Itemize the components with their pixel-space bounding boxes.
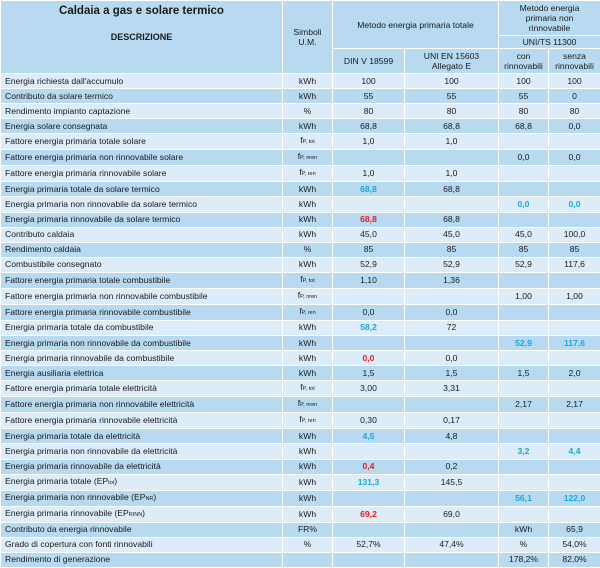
cell-uni: 85 [405,242,499,257]
cell-con: 1,00 [499,288,549,304]
cell-uni: 0,0 [405,351,499,366]
cell-uni: 69,0 [405,506,499,522]
cell-senza [549,429,600,444]
cell-senza: 0,0 [549,150,600,166]
cell-din: 0,30 [333,413,405,429]
cell-uni: 0,2 [405,459,499,474]
cell-senza [549,381,600,397]
row-label: Fattore energia primaria non rinnovabile elettricità [1,397,283,413]
cell-senza: 100,0 [549,227,600,242]
cell-din: 69,2 [333,506,405,522]
cell-uni: 68,8 [405,212,499,227]
cell-din: 1,0 [333,166,405,182]
cell-senza [549,320,600,335]
table-row [1,288,600,304]
method-nonren-header: Metodo energia primaria non rinnovabile [499,1,600,36]
method-total-header: Metodo energia primaria totale [333,1,499,49]
table-row [1,537,600,552]
cell-din [333,150,405,166]
row-symbol: kWh [283,474,333,490]
cell-uni [405,552,499,567]
table-row [1,397,600,413]
symbols-header: Simboli U.M. [283,1,333,74]
row-label: Rendimento impianto captazione [1,104,283,119]
table-row [1,74,600,89]
cell-senza: 82,0% [549,552,600,567]
row-symbol: kWh [283,197,333,212]
cell-din: 4,5 [333,429,405,444]
cell-senza: 117,6 [549,257,600,272]
cell-senza: 0,0 [549,119,600,134]
cell-uni: 1,36 [405,272,499,288]
row-label: Fattore energia primaria rinnovabile elettricità [1,413,283,429]
table-row [1,257,600,272]
row-label: Energia primaria non rinnovabile (EPNR) [1,490,283,506]
cell-con: 56,1 [499,490,549,506]
cell-con: 55 [499,89,549,104]
cell-din: 0,0 [333,304,405,320]
cell-con: kWh [499,522,549,537]
row-label: Fattore energia primaria totale combustibile [1,272,283,288]
cell-con [499,134,549,150]
cell-din: 58,2 [333,320,405,335]
cell-din [333,522,405,537]
cell-con: 3,2 [499,444,549,459]
cell-con: % [499,537,549,552]
cell-uni: 4,8 [405,429,499,444]
cell-senza: 54,0% [549,537,600,552]
row-label: Combustibile consegnato [1,257,283,272]
row-symbol: fP, ren [283,166,333,182]
cell-senza: 4,4 [549,444,600,459]
row-symbol: kWh [283,212,333,227]
header-row-1 [1,1,600,36]
cell-senza [549,459,600,474]
row-symbol: kWh [283,429,333,444]
cell-con [499,459,549,474]
table-row [1,490,600,506]
cell-uni: 72 [405,320,499,335]
row-symbol [283,552,333,567]
cell-uni: 52,9 [405,257,499,272]
table-row [1,197,600,212]
row-symbol: % [283,537,333,552]
without-renewables-header: senza rinnovabili [549,49,600,74]
cell-uni: 1,5 [405,366,499,381]
cell-uni [405,490,499,506]
row-label: Energia richiesta dall'accumulo [1,74,283,89]
cell-con [499,474,549,490]
cell-din: 55 [333,89,405,104]
std-din: DIN V 18599 [333,49,405,74]
cell-uni: 68,8 [405,182,499,197]
cell-uni: 1,0 [405,166,499,182]
cell-senza: 85 [549,242,600,257]
cell-din: 0,0 [333,351,405,366]
table-row [1,134,600,150]
row-label: Fattore energia primaria rinnovabile solare [1,166,283,182]
cell-din [333,336,405,351]
cell-din: 52,9 [333,257,405,272]
cell-din: 45,0 [333,227,405,242]
table-row [1,119,600,134]
row-label: Energia primaria non rinnovabile da combustibile [1,336,283,351]
table-row [1,506,600,522]
cell-uni: 100 [405,74,499,89]
row-symbol: kWh [283,182,333,197]
table-row [1,522,600,537]
table-row [1,227,600,242]
row-label: Fattore energia primaria totale elettricità [1,381,283,397]
cell-din: 68,8 [333,182,405,197]
table-row [1,212,600,227]
table-row [1,351,600,366]
cell-uni: 145,5 [405,474,499,490]
cell-senza [549,272,600,288]
row-label: Energia primaria rinnovabile da elettricità [1,459,283,474]
cell-con: 2,17 [499,397,549,413]
cell-con: 45,0 [499,227,549,242]
table-row [1,182,600,197]
cell-senza: 0,0 [549,197,600,212]
cell-con [499,429,549,444]
row-label: Contributo da solare termico [1,89,283,104]
table-row [1,89,600,104]
row-label: Fattore energia primaria non rinnovabile solare [1,150,283,166]
cell-senza [549,134,600,150]
cell-din: 0,4 [333,459,405,474]
row-label: Energia primaria totale da elettricità [1,429,283,444]
cell-senza [549,351,600,366]
row-label: Energia primaria rinnovabile (EPRINN) [1,506,283,522]
cell-senza [549,413,600,429]
table-row [1,474,600,490]
cell-senza [549,166,600,182]
row-label: Rendimento di generazione [1,552,283,567]
row-symbol: kWh [283,490,333,506]
row-symbol: fP, nren [283,397,333,413]
row-label: Fattore energia primaria rinnovabile combustibile [1,304,283,320]
row-symbol: fP, nren [283,288,333,304]
row-symbol: kWh [283,506,333,522]
cell-con: 100 [499,74,549,89]
row-symbol: fP, nren [283,150,333,166]
cell-uni: 55 [405,89,499,104]
cell-din: 85 [333,242,405,257]
cell-din: 100 [333,74,405,89]
row-symbol: fP, ren [283,413,333,429]
cell-senza: 0 [549,89,600,104]
row-label: Fattore energia primaria totale solare [1,134,283,150]
row-symbol: kWh [283,351,333,366]
row-label: Energia primaria non rinnovabile da solare termico [1,197,283,212]
row-label: Energia ausiliaria elettrica [1,366,283,381]
cell-con [499,182,549,197]
with-renewables-header: con rinnovabili [499,49,549,74]
cell-din [333,490,405,506]
cell-uni [405,522,499,537]
cell-din: 3,00 [333,381,405,397]
table-row [1,429,600,444]
description-header: DESCRIZIONE [1,31,282,44]
row-label: Rendimento caldaia [1,242,283,257]
cell-senza: 65,9 [549,522,600,537]
row-label: Contributo da energia rinnovabile [1,522,283,537]
cell-din [333,397,405,413]
cell-con: 1,5 [499,366,549,381]
cell-con [499,212,549,227]
row-symbol: kWh [283,444,333,459]
row-label: Contributo caldaia [1,227,283,242]
cell-con [499,272,549,288]
cell-senza: 1,00 [549,288,600,304]
table-row [1,444,600,459]
cell-senza: 80 [549,104,600,119]
row-symbol: FR% [283,522,333,537]
row-label: Energia primaria rinnovabile da solare termico [1,212,283,227]
cell-din: 1,10 [333,272,405,288]
cell-uni: 0,17 [405,413,499,429]
cell-con [499,381,549,397]
row-symbol: kWh [283,74,333,89]
std-uni-15603: UNI EN 15603 Allegato E [405,49,499,74]
table-row [1,304,600,320]
table-row [1,459,600,474]
cell-uni: 0,0 [405,304,499,320]
cell-con [499,413,549,429]
cell-senza [549,212,600,227]
table-row [1,413,600,429]
cell-con [499,166,549,182]
table-row [1,336,600,351]
cell-uni: 68,8 [405,119,499,134]
table-title: Caldaia a gas e solare termico DESCRIZIONE [1,1,283,74]
row-symbol: kWh [283,119,333,134]
row-symbol: fP, tot [283,381,333,397]
table-row [1,104,600,119]
row-symbol: kWh [283,320,333,335]
cell-din [333,444,405,459]
row-label: Energia primaria totale da solare termico [1,182,283,197]
cell-uni: 3,31 [405,381,499,397]
cell-din [333,552,405,567]
cell-din: 131,3 [333,474,405,490]
cell-din: 52,7% [333,537,405,552]
cell-senza [549,304,600,320]
table-row [1,166,600,182]
cell-senza: 2,0 [549,366,600,381]
row-symbol: % [283,242,333,257]
table-row [1,150,600,166]
row-label: Energia primaria non rinnovabile da elettricità [1,444,283,459]
cell-con: 68,8 [499,119,549,134]
cell-senza: 2,17 [549,397,600,413]
cell-uni: 47,4% [405,537,499,552]
cell-senza: 117,6 [549,336,600,351]
cell-con: 80 [499,104,549,119]
row-symbol: fP, ren [283,304,333,320]
cell-din: 1,5 [333,366,405,381]
row-symbol: kWh [283,366,333,381]
row-symbol: kWh [283,89,333,104]
cell-uni: 80 [405,104,499,119]
row-label: Fattore energia primaria non rinnovabile combustibile [1,288,283,304]
table-row [1,320,600,335]
cell-con [499,320,549,335]
cell-din: 68,8 [333,212,405,227]
cell-uni [405,150,499,166]
table-row [1,272,600,288]
cell-con [499,304,549,320]
cell-din: 1,0 [333,134,405,150]
table-row [1,552,600,567]
cell-con: 85 [499,242,549,257]
cell-uni [405,336,499,351]
cell-con: 0,0 [499,150,549,166]
cell-uni [405,197,499,212]
row-label: Energia primaria rinnovabile da combustibile [1,351,283,366]
std-uni-11300: UNI/TS 11300 [499,36,600,49]
cell-con: 178,2% [499,552,549,567]
cell-senza [549,182,600,197]
row-symbol: kWh [283,336,333,351]
cell-uni: 45,0 [405,227,499,242]
cell-senza [549,474,600,490]
row-label: Energia primaria totale (EPtot) [1,474,283,490]
cell-con: 52,9 [499,257,549,272]
cell-con [499,506,549,522]
cell-con: 52,9 [499,336,549,351]
row-symbol: kWh [283,459,333,474]
table-row [1,242,600,257]
cell-senza: 100 [549,74,600,89]
cell-din: 68,8 [333,119,405,134]
row-label: Energia solare consegnata [1,119,283,134]
table-row [1,366,600,381]
row-symbol: kWh [283,227,333,242]
cell-din [333,288,405,304]
cell-uni [405,288,499,304]
table-row [1,381,600,397]
cell-senza: 122,0 [549,490,600,506]
cell-con: 0,0 [499,197,549,212]
row-symbol: fP, tot [283,272,333,288]
cell-din: 80 [333,104,405,119]
cell-din [333,197,405,212]
cell-uni [405,397,499,413]
row-symbol: kWh [283,257,333,272]
cell-senza [549,506,600,522]
cell-con [499,351,549,366]
row-label: Energia primaria totale da combustibile [1,320,283,335]
row-label: Grado di copertura con fonti rinnovabili [1,537,283,552]
row-symbol: fP, tot [283,134,333,150]
cell-uni: 1,0 [405,134,499,150]
cell-uni [405,444,499,459]
row-symbol: % [283,104,333,119]
